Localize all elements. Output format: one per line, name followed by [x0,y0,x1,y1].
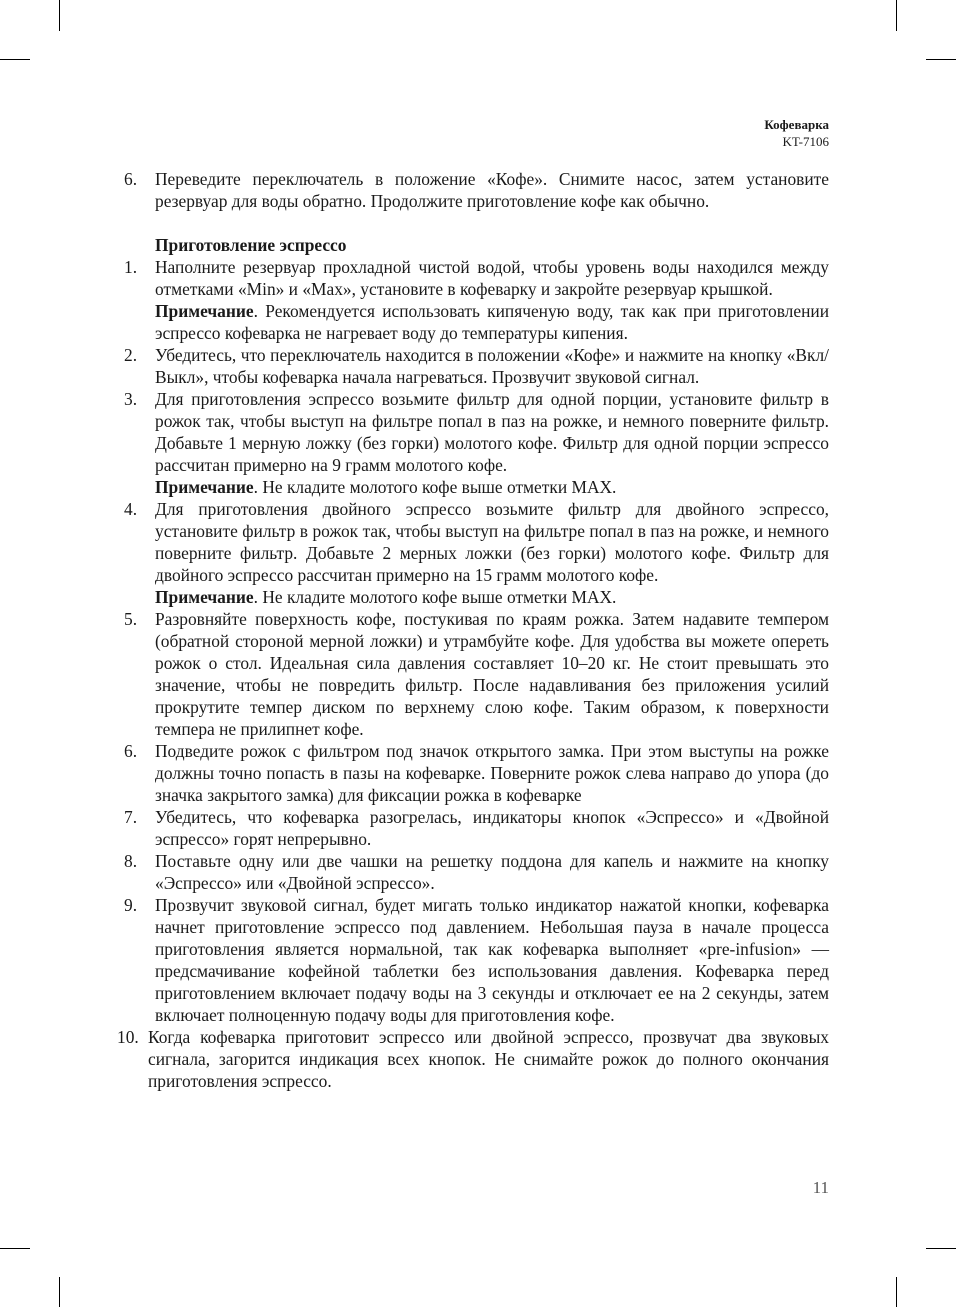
item-text: Поставьте одну или две чашки на решетку поддона для капель и нажмите на кнопку «Эспрессо» или «Двойной эспрессо». [155,851,829,893]
list-item [124,894,829,1026]
item-text: Переведите переключатель в положение «Кофе». Снимите насос, затем установите резервуар для воды обратно. Продолжите приготовление кофе как обычно. [155,169,829,211]
item-note [155,476,829,498]
header-model: KT-7106 [782,134,829,149]
list-item [124,806,829,850]
crop-mark [926,1248,956,1249]
crop-mark [896,1277,897,1307]
item-text: Прозвучит звуковой сигнал, будет мигать только индикатор нажатой кнопки, кофеварка начнет приготовление эспрессо под давлением. Небольшая пауза в начале процесса приготовления является нормальной, так как кофеварка выполняет «pre-infusion» — предсмачивание кофейной таблетки без использования давления. Кофеварка перед приготовлением включает подачу воды на 3 секунды и отключает ее на 2 секунды, затем включает полноценную подачу воды для приготовления кофе. [155,895,829,1025]
note-label: Примечание [155,587,254,607]
item-number: 6. [124,169,138,189]
item-number: 1. [124,257,138,277]
document-body [117,168,829,1092]
list-item [117,1026,829,1092]
crop-mark [59,0,60,31]
item-text: Наполните резервуар прохладной чистой водой, чтобы уровень воды находился между отметками «Min» и «Max», установите в кофеварку и закройте резервуар крышкой. [155,257,829,299]
item-note [155,300,829,344]
note-text: . Не кладите молотого кофе выше отметки MAX. [253,587,617,607]
item-number: 9. [124,895,138,915]
item-number: 5. [124,609,138,629]
header-title: Кофеварка [764,117,829,132]
item-text: Подведите рожок с фильтром под значок открытого замка. При этом выступы на рожке должны точно попасть в пазы на кофеварке. Поверните рожок слева направо до упора (до значка закрытого замка) для фиксации рожка в кофеварке [155,741,829,805]
item-number: 10. [117,1027,139,1047]
item-number: 8. [124,851,138,871]
item-text: Убедитесь, что кофеварка разогрелась, индикаторы кнопок «Эспрессо» и «Двойной эспрессо» горят непрерывно. [155,807,829,849]
crop-mark [896,0,897,31]
note-text: . Рекомендуется использовать кипяченую воду, так как при приготовлении эспрессо кофеварка не нагревает воду до температуры кипения. [155,301,829,343]
section-heading: Приготовление эспрессо [155,235,347,255]
crop-mark [926,59,956,60]
list-item [124,740,829,806]
note-label: Примечание [155,477,254,497]
item-text: Для приготовления эспрессо возьмите фильтр для одной порции, установите фильтр в рожок так, чтобы выступ на фильтре попал в паз на рожке, и немного поверните фильтр. Добавьте 1 мерную ложку (без горки) молотого кофе. Фильтр для одной порции эспрессо рассчитан примерно на 9 грамм молотого кофе. [155,389,829,475]
item-number: 7. [124,807,138,827]
crop-mark [59,1277,60,1307]
item-number: 3. [124,389,138,409]
running-header [764,116,829,150]
crop-mark [0,59,30,60]
list-item [124,608,829,740]
note-label: Примечание [155,301,254,321]
note-text: . Не кладите молотого кофе выше отметки MAX. [253,477,617,497]
list-item [124,344,829,388]
item-number: 6. [124,741,138,761]
list-item [124,256,829,344]
item-text: Для приготовления двойного эспрессо возьмите фильтр для двойного эспрессо, установите фильтр в рожок так, чтобы выступ на фильтре попал в паз на рожке, и немного поверните фильтр. Добавьте 2 мерных ложки (без горки) молотого кофе. Фильтр для двойного эспрессо рассчитан примерно на 15 грамм молотого кофе. [155,499,829,585]
list-item [124,850,829,894]
list-item [124,498,829,608]
item-text: Разровняйте поверхность кофе, постукивая по краям рожка. Затем надавите темпером (обратной стороной мерной ложки) и утрамбуйте кофе. Для удобства вы можете опереть рожок о стол. Идеальная сила давления составляет 10–20 кг. Не стоит превышать это значение, чтобы не повредить фильтр. После надавливания без приложения усилий прокрутите темпер диском по верхнему слою кофе. Таким образом, к поверхности темпера не прилипнет кофе. [155,609,829,739]
item-note [155,586,829,608]
item-text: Убедитесь, что переключатель находится в положении «Кофе» и нажмите на кнопку «Вкл/Выкл», чтобы кофеварка начала нагреваться. Прозвучит звуковой сигнал. [155,345,829,387]
crop-mark [0,1248,30,1249]
item-text: Когда кофеварка приготовит эспрессо или двойной эспрессо, прозвучат два звуковых сигнала, загорится индикация всех кнопок. Не снимайте рожок до полного окончания приготовления эспрессо. [148,1027,829,1091]
list-item [124,168,829,212]
item-number: 2. [124,345,138,365]
item-number: 4. [124,499,138,519]
list-item [124,388,829,498]
page-number: 11 [812,1178,829,1197]
